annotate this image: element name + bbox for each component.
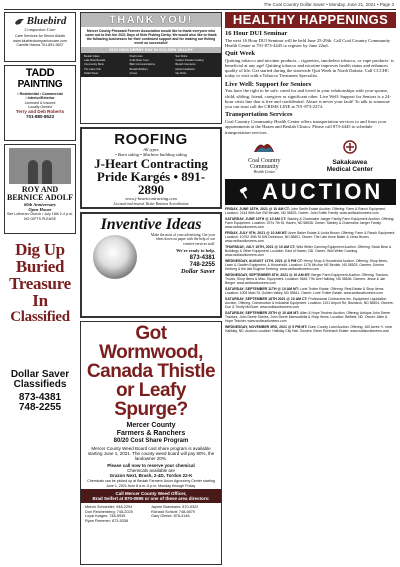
dui-body: The next 16 Hour DUI Seminar will be held June 25-29th. Call Coal Country Community Health Center at 701-873-4445 to register by June 22nd. xyxy=(225,37,391,48)
gavel-icon xyxy=(238,186,254,200)
tadd-service-2: • Interior/Exterior xyxy=(25,96,55,101)
medical-icon xyxy=(342,140,358,154)
director-contact: Richard Schlott: 748-5679 xyxy=(151,509,195,514)
auction-date: FRIDAY, JULY 9TH, 2021 @ 10 AM MT: xyxy=(225,230,288,235)
spurge-cta xyxy=(81,489,221,503)
right-column xyxy=(225,12,396,333)
sponsor-item: The Lake Club xyxy=(83,68,128,71)
director-contact: Don Reichenberg: 748-2025 xyxy=(85,509,133,514)
anniversary-ad xyxy=(4,144,76,234)
auction-title: AUCTION xyxy=(262,178,384,204)
left-column xyxy=(4,12,76,472)
auction-list xyxy=(225,207,396,333)
thank-you-title: THANK YOU! xyxy=(81,13,221,27)
spurge-avail: Chemicals available are xyxy=(127,467,175,473)
tadd-names: Terry and Deb Roberts xyxy=(15,109,65,115)
tadd-logo-1: TADD xyxy=(25,67,55,79)
middle-column xyxy=(80,12,222,567)
auction-listing xyxy=(225,297,396,309)
org-line-3: 80/20 Cost Share Program xyxy=(113,438,189,444)
auction-date: WEDNESDAY, NOVEMBER 3RD, 2021 @ 5 PM MT: xyxy=(225,324,308,329)
logo1-line-2: Community xyxy=(249,164,279,171)
auction-date: FRIDAY, JUNE 18TH, 2021 @ 10 AM CT: xyxy=(225,206,290,211)
inventive-ready: We're ready to help. xyxy=(176,247,215,253)
sponsor-item: Hazen Hardware xyxy=(174,68,219,71)
auction-listing xyxy=(225,273,396,285)
auction-details: Wild Writer Canning Equipment Auction. Offering: Stock Bear & Buildings & Other Equipment. Location: East of Hazen, ND. Owner: Wild Writer Canning. www.wolfauctioneers.com xyxy=(225,244,392,257)
roofing-types: All types xyxy=(143,147,159,152)
auction-date: WEDNESDAY, SEPTEMBER 8TH, 2021 @ 10 AM MT: xyxy=(225,272,311,277)
logo1-line-3: Health Center xyxy=(253,170,276,175)
dig-line-2: Buried xyxy=(15,257,65,276)
auction-details: John Smith Estate Auction. Offering: Farm & Ranch Equipment. Location: 2144 56th Ave SW Beulah, ND 58523. Owner: John Smith Family. www.wolfauctioneers.com xyxy=(225,206,387,215)
cta-line-2: Brad Seifert at 870-0595 or one of these area directors: xyxy=(92,496,210,502)
couple-photo xyxy=(9,148,71,184)
cta-line-1: Call Mercer County Weed Officer, xyxy=(115,490,187,496)
dig-line-1: Dig Up xyxy=(15,240,65,259)
sponsor-item: Knife River Coal xyxy=(129,59,174,62)
lightbulb-image xyxy=(93,235,137,279)
dig-line-3: Treasure xyxy=(9,274,71,293)
open-house: Open House xyxy=(28,207,52,213)
sponsor-item: Custom Powder Coating xyxy=(174,59,219,62)
logo2-line-2: Medical Center xyxy=(326,166,373,174)
sponsor-item: Paul's Auto xyxy=(129,55,174,58)
director-grid xyxy=(81,503,221,525)
classifieds-ad xyxy=(4,237,76,469)
auction-listing xyxy=(225,217,396,229)
anniversary-years: 60th Anniversary xyxy=(24,202,56,207)
sakakawea-logo xyxy=(327,140,373,173)
page-header: The Coal Country Dollar Saver • Monday, June 21, 2021 • Page 3 xyxy=(263,2,394,7)
classifieds-brand-2: Classifieds xyxy=(13,379,67,390)
roofing-web: www.j-heartcontracting.com xyxy=(125,196,177,202)
auction-details: Allen & Hope Tescher Auction. Offering: Antique John Deere Tractors, John Deere Sickles, John Deere Memorabilia & Shop Items. Location: Belfield, ND. Owner: Allen & Hope Tescher. www.wolfauctioneers.com xyxy=(225,310,391,323)
bluebird-line-3: Camille Hanna 701-891-9637 xyxy=(16,42,64,47)
quit-heading: Quit Week xyxy=(225,50,256,58)
thank-you-banner: 2021 KIDS DERBY DAY IN GOLDEN VALLEY xyxy=(81,47,221,53)
spurge-headline: Got Wormwood, Canada Thistle or Leafy Spurge? xyxy=(86,323,216,420)
inventive-phone-1: 873-4381 xyxy=(189,255,215,262)
auction-listing xyxy=(225,325,396,333)
director-contact: Loyal Karges: 748-5935 xyxy=(85,514,126,519)
sponsor-item: Dollar Saver xyxy=(83,72,128,75)
dui-heading: 16 Hour DUI Seminar xyxy=(225,30,288,37)
auction-date: THURSDAY, JULY 15TH, 2021 @ 10 AM CT: xyxy=(225,244,296,249)
bluebird-subtitle: Companion Care xyxy=(24,27,56,32)
sponsor-item: Cenex xyxy=(129,72,174,75)
spurge-pickup: Chemicals can be picked up at Beulah Farmers Union Agronomy Center starting June 1, 2021 from 8 a.m.-5 p.m. Monday through Friday. xyxy=(87,479,215,488)
sponsor-item: Lake Boat Rentals xyxy=(83,59,128,62)
auction-listing xyxy=(225,311,396,323)
weed-program-ad xyxy=(80,321,222,565)
director-contact xyxy=(151,519,217,524)
auction-listing xyxy=(225,245,396,257)
sponsor-item: Community Bank xyxy=(83,63,128,66)
director-contact: Melvin Schneider: 948-2294 xyxy=(85,505,133,510)
auction-details: Henry Shop & Household Auction. Offering: Shop Items, Lawn & Garden Equipment, & Household. Location: 1176 6th Ave NE Beulah, ND 58523. Owners: Dorrine Kerberg & the late Eugene Kerberg. www.wolfauctioneers.com xyxy=(225,258,388,271)
spurge-chems: Grazon Next, Brash, 2-4D, Tordon 22-K xyxy=(109,473,193,479)
inventive-phone-2: 748-2255 xyxy=(189,262,215,269)
auction-details: Stanley & Charmaine Jaeger Family Farm Equipment Auction. Offering: Farm Equipment. Location: 2974 7th St. Hazen, ND 58638. Owner: Stanley & Charmaine Jaeger Family. www.wolfauctioneers.com xyxy=(225,216,395,229)
auction-details: Berger Farm Equipment Auction. Offering: Tractors, Trucks, Shop Items & Misc. Equipment. Location: 5646 77th Ave Halliday, ND 58636. Owners: Jesse & Jan Berger. www.wolfauctioneers.com xyxy=(225,272,389,285)
bird-icon xyxy=(14,17,25,26)
tadd-service-1: • Residential • Commercial xyxy=(17,92,63,96)
logo1-line-1: Coal Country xyxy=(248,158,281,165)
auction-date: SATURDAY, SEPTEMBER 25TH @ 10 AM MT: xyxy=(225,310,300,315)
dig-line-5: Classified xyxy=(10,309,70,325)
inventive-brand: Dollar Saver xyxy=(180,268,215,276)
sponsor-item: Sun Shine xyxy=(174,55,219,58)
tadd-service-3: Licensed & Insured xyxy=(24,100,56,105)
dig-line-4: In xyxy=(32,291,48,310)
tadd-logo-2: PAINTING xyxy=(17,79,63,90)
anniversary-line-2: NO GIFTS PLEASE xyxy=(24,216,56,221)
thank-you-ad xyxy=(80,12,222,124)
anniversary-names: ROY AND BERNICE ADOLF xyxy=(6,185,73,202)
bluebird-line-1: Care Services for Senior Adults xyxy=(15,34,65,39)
org-line-2: Farmers & Ranchers xyxy=(116,430,186,437)
roofing-license: Licensed and insured. Better Business Accreditation xyxy=(113,201,189,206)
auction-date: SATURDAY, SEPTEMBER 11TH @ 10 AM MT: xyxy=(225,286,299,291)
thank-you-intro: Mercer County Pheasant Forever Association would like to thank everyone who came out to fish the 2021 Days of Kids Fishing Derby. We would also like to thank the following businesses for their continued support and for making our fishing event so successful! xyxy=(85,29,217,45)
auction-banner xyxy=(225,179,396,205)
sponsor-item: Beulah Glass xyxy=(83,55,128,58)
roofing-company: J-Heart Contracting xyxy=(94,156,208,172)
sponsor-grid xyxy=(81,53,221,76)
header-rule xyxy=(4,9,396,10)
classifieds-brand-1: Dollar Saver xyxy=(10,369,70,380)
auction-listing xyxy=(225,231,396,243)
bluebird-title: Bluebird xyxy=(26,15,67,27)
auction-details: Dunn County Land Auction. Offering: 160 Acres +/- near Halliday, ND. Auction Location: Halliday City Hall. Owners: Elmer Rohrbach Estate. www.wolfauctioneers.com xyxy=(225,324,393,333)
tadd-phone: 701-880-8523 xyxy=(25,114,55,120)
coal-country-logo xyxy=(248,139,281,174)
auction-details: Lorie Trotter Estate. Offering: Real Estate & Shop Items. Location: 1005 Main St, Golden Valley, ND 58541. Owner: Lorie Trotter Estate. www.wolfauctioneers.com xyxy=(225,286,385,295)
auction-listing xyxy=(225,259,396,271)
auction-date: SATURDAY, SEPTEMBER 18TH 2021 @ 10 AM CT: xyxy=(225,296,308,301)
sponsor-item: BEK Communications xyxy=(129,63,174,66)
auction-date: SATURDAY, JUNE 19TH @ 10 AM CT: xyxy=(225,216,287,221)
spurge-body: Mercer County Weed Board cost share program is available starting June 1, 2021. The county weed board will pay 80%, the landowner 20%. xyxy=(87,446,215,462)
classifieds-phone-1: 873-4381 xyxy=(18,392,62,403)
transport-heading: Transportation Services xyxy=(225,111,293,119)
bluebird-line-2: www.bluebirdcompanioncare.com xyxy=(13,38,67,43)
classifieds-phone-2: 748-2255 xyxy=(18,402,62,413)
anniversary-line-1: See Lutheran Church • July 18th 2-4 p.m. xyxy=(7,212,73,217)
auction-listing xyxy=(225,207,396,215)
healthy-happenings-title: HEALTHY HAPPENINGS xyxy=(225,12,396,28)
sponsor-item: Beulah Builders xyxy=(129,68,174,71)
auction-details: Professional Contractors Inc. Equipment Liquidation Auction. Offering: Construction & Industrial Equipment. Location: 1101 Airport Rd, Bismarck, ND 58504. Owners: Don & Trinity McGuire. www.wolfauctioneers.com xyxy=(225,296,394,309)
transport-body: Coal Country Community Health Center offers transportation services to and from your appointments at the Hazen and Beulah Clinics. Please call 873-4445 to schedule transportation services. xyxy=(225,118,387,135)
director-contact: Gary Gierke: 878-4146 xyxy=(151,514,190,519)
auction-details: Anne Baker Estate & Linda Brown. Offering: Farm & Ranch Equipment. Location: 10752 39th St SW Dickinson, ND 58601. Owner: The Late Anne Baker & Linda Brown. www.wolfauctioneers.com xyxy=(225,230,396,243)
tadd-owned: Locally Owned xyxy=(28,104,52,109)
auction-date: WEDNESDAY, AUGUST 11TH, 2021 @ 5 PM CT: xyxy=(225,258,303,263)
roofing-ad xyxy=(80,127,222,209)
inventive-ideas-ad xyxy=(80,212,222,318)
logo2-line-1: Sakakawea xyxy=(332,159,368,167)
inventive-body: Make the most of your advertising. Get your ideas down on paper with the help of our creative services staff. xyxy=(150,233,215,246)
seniors-body: You have the right to be safe, cared for and loved in your relationships with your spouse, child, sibling, friend, caregiver or significant other. Live Well: Support for Seniors is a 24-hour crisis line that is free and confidential. Abuse is never your fault! To talk to someone you can trust call the CRISIS LINE at 701-873-2274. xyxy=(225,88,391,110)
roofing-title: ROOFING xyxy=(114,131,188,148)
inventive-title: Inventive Ideas xyxy=(100,216,202,233)
bluebird-ad xyxy=(4,12,76,62)
director-contact: Jayme Boeshans: 870-5322 xyxy=(151,505,199,510)
roofing-services: • Barn siding • Machine building siding xyxy=(115,152,187,158)
roofing-contact: Pride Kargés • 891-2890 xyxy=(96,169,206,198)
hills-icon xyxy=(253,139,275,153)
quit-body: Quitting tobacco and nicotine products – cigarettes, smokeless tobacco, or vape products- is beneficial at any age! Quitting tobacco and nicotine improves health status and enhances quality of life. Get started during the statewide Quit Week in North Dakota. Call CCCHC today to visit with a Tobacco Treatment Specialist. xyxy=(225,57,394,79)
spurge-call: Please call now to reserve your chemical xyxy=(107,462,195,468)
tadd-painting-ad xyxy=(4,65,76,141)
org-line-1: Mercer County xyxy=(126,422,176,429)
health-logos xyxy=(225,138,396,176)
director-contact: Ryan Flemmer: 873-5336 xyxy=(85,519,129,523)
seniors-heading: Live Well: Support for Seniors xyxy=(225,80,312,88)
sponsor-item: Beulah Insurance xyxy=(174,63,219,66)
auction-listing xyxy=(225,287,396,295)
sponsor-item: Vet Clinic xyxy=(174,72,219,75)
